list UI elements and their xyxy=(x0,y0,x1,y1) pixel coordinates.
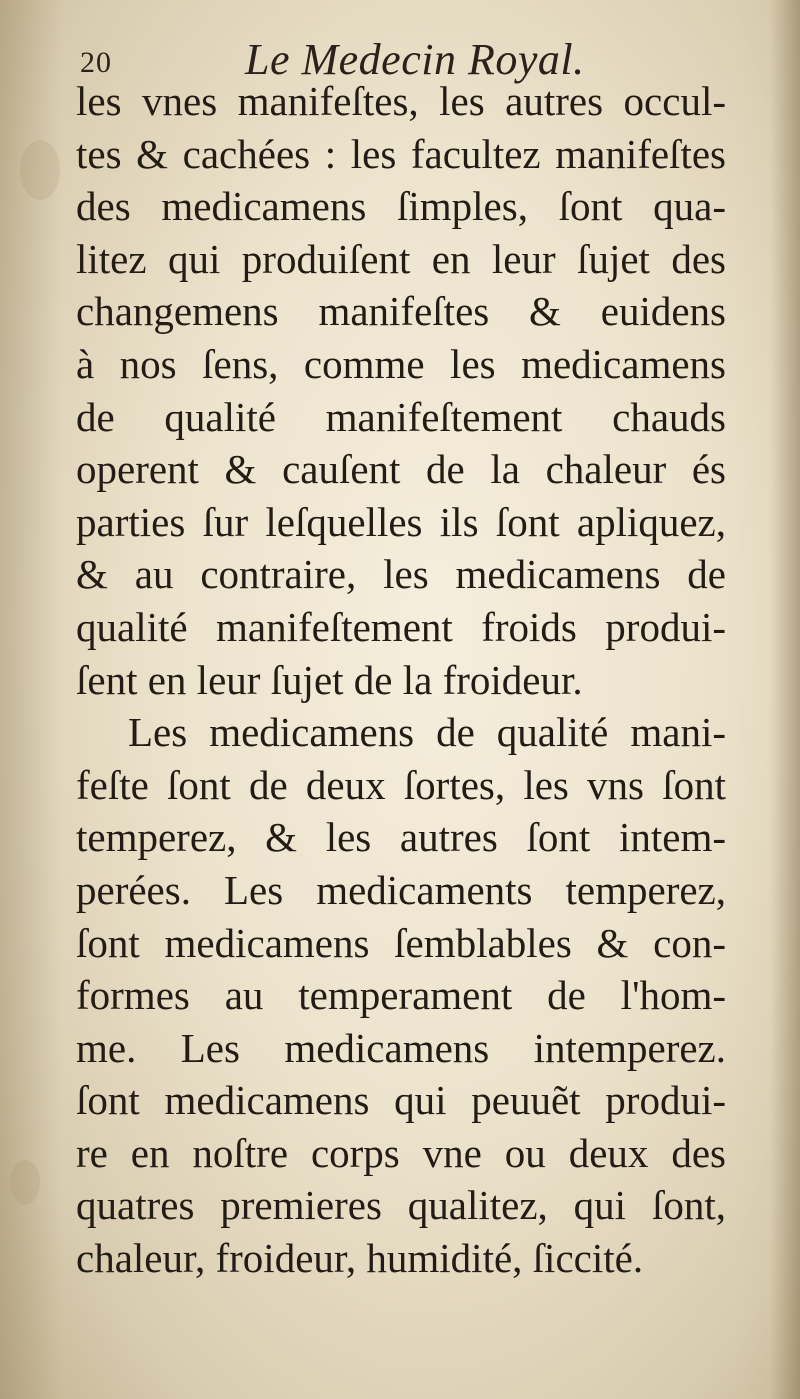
paragraph xyxy=(76,75,726,706)
text-line: parties ſur leſquelles ils ſont apliquez, xyxy=(76,498,726,545)
text-line: Les medicamens de qualité mani- xyxy=(128,709,726,756)
paper-stain xyxy=(10,1160,40,1205)
text-line: les vnes manifeſtes, les autres occul- xyxy=(76,78,726,124)
running-title: Le Medecin Royal. xyxy=(245,35,585,84)
text-line: changemens manifeſtes & euidens xyxy=(76,288,726,335)
text-line: me. Les medicamens intemperez. xyxy=(76,1024,726,1071)
text-line: chaleur, froideur, humidité, ſiccité. xyxy=(76,1235,644,1282)
text-line: feſte ſont de deux ſortes, les vns ſont xyxy=(76,761,726,808)
text-line: à nos ſens, comme les medicamens xyxy=(76,340,726,387)
text-line: ſont medicamens qui peuuẽt produi- xyxy=(76,1077,726,1124)
paper-stain xyxy=(20,140,60,200)
text-line: qualité manifeſtement froids produi- xyxy=(76,603,726,650)
text-line: temperez, & les autres ſont intem- xyxy=(76,814,726,861)
text-line: perées. Les medicaments temperez, xyxy=(76,866,726,913)
text-line: formes au temperament de l'hom- xyxy=(76,972,726,1019)
body-text xyxy=(76,75,726,1285)
text-line: & au contraire, les medicamens de xyxy=(76,551,726,598)
text-line: quatres premieres qualitez, qui ſont, xyxy=(76,1182,726,1229)
text-line: operent & cauſent de la chaleur és xyxy=(76,446,726,493)
text-line: litez qui produiſent en leur ſujet des xyxy=(76,235,726,282)
paragraph xyxy=(76,706,726,1285)
text-line: des medicamens ſimples, ſont qua- xyxy=(76,183,726,230)
text-line: ſent en leur ſujet de la froideur. xyxy=(76,656,583,703)
text-line: de qualité manifeſtement chauds xyxy=(76,393,726,440)
text-line: ſont medicamens ſemblables & con- xyxy=(76,919,726,966)
text-line: tes & cachées : les facultez manifeſtes xyxy=(76,130,726,177)
text-line: re en noſtre corps vne ou deux des xyxy=(76,1129,726,1176)
page-number: 20 xyxy=(80,46,112,79)
